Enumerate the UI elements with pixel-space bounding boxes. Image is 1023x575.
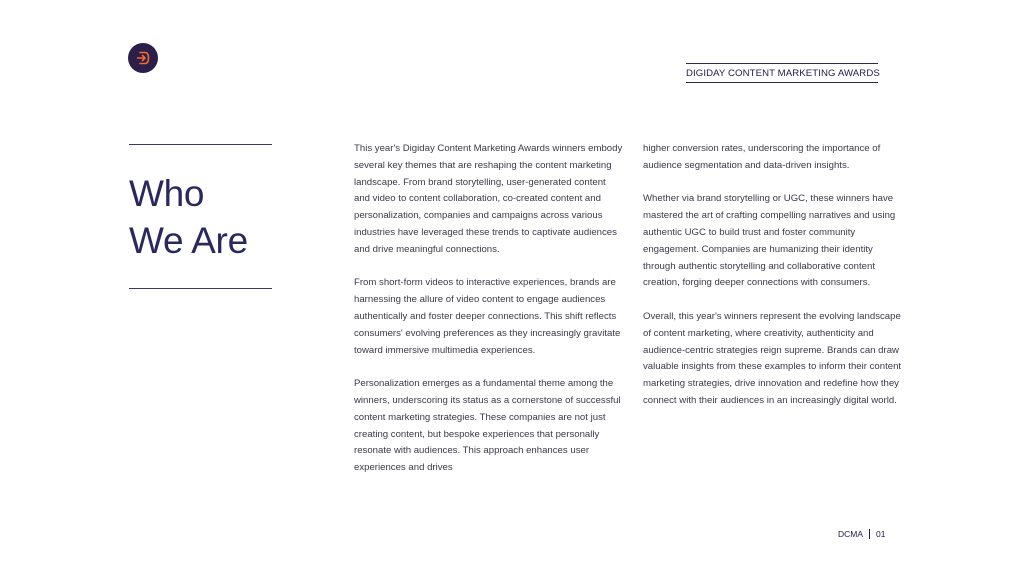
page-footer — [838, 529, 886, 539]
paragraph: Whether via brand storytelling or UGC, these winners have mastered the art of crafting compelling narratives and using authentic UGC to build trust and foster community engagement. Companies are humanizing their identity through authentic storytelling and collaborative content creation, forging deeper connections with consumers. — [643, 193, 896, 289]
brand-logo — [128, 43, 158, 73]
paragraph: Personalization emerges as a fundamental theme among the winners, underscoring its status as a cornerstone of successful content marketing strategies. These companies are not just creating content, but bespoke experiences that personally resonate with audiences. This approach enhances user experiences and drives — [354, 378, 621, 474]
footer-brand: DCMA — [838, 529, 864, 539]
arrow-into-box-icon — [135, 50, 151, 66]
page-title-line-1: Who — [129, 173, 205, 214]
paragraph: This year's Digiday Content Marketing Awards winners embody several key themes that are reshaping the content marketing landscape. From brand storytelling, user-generated content and video to content collaboration, co-created content and personalization, companies and campaigns across various industries have leveraged these trends to captivate audiences and drive meaningful connections. — [354, 143, 623, 255]
body-column-2 — [643, 141, 905, 427]
divider-bottom — [129, 288, 272, 289]
paragraph: Overall, this year's winners represent the evolving landscape of content marketing, where creativity, authenticity and audience-centric strategies reign supreme. Brands can draw valuable insights from these examples to inform their content marketing strategies, drive innovation and redefine how they connect with their audiences in an increasingly digital world. — [643, 310, 902, 406]
divider-top — [129, 144, 272, 145]
header-label: DIGIDAY CONTENT MARKETING AWARDS — [686, 63, 878, 83]
paragraph: higher conversion rates, underscoring the importance of audience segmentation and data-driven insights. — [643, 143, 881, 171]
page-title — [129, 170, 248, 264]
footer-separator — [869, 529, 870, 539]
page-title-line-2: We Are — [129, 220, 248, 261]
paragraph: From short-form videos to interactive experiences, brands are harnessing the allure of video content to engage audiences authentically and foster deeper connections. This shift reflects consumers' evolving preferences as they increasingly gravitate toward immersive multimedia experiences. — [354, 277, 621, 356]
page-number: 01 — [876, 529, 886, 539]
body-column-1 — [354, 141, 624, 494]
